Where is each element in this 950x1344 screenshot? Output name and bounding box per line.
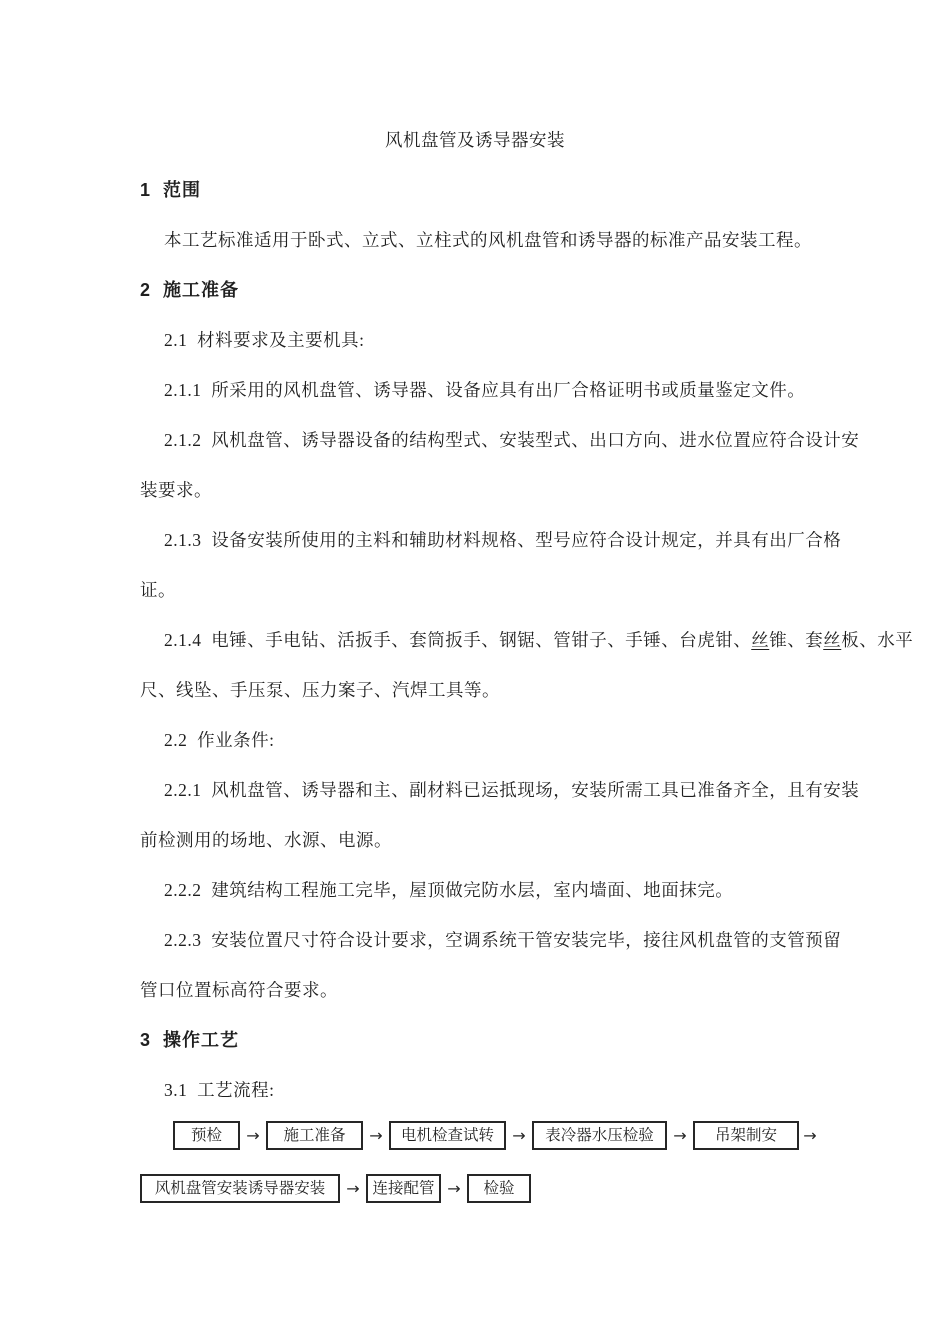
arrow-right-icon: →: [346, 1179, 360, 1198]
flowchart-row-2: [140, 1173, 810, 1204]
paragraph-scope: 本工艺标准适用于卧式、立式、立柱式的风机盘管和诱导器的标准产品安装工程。: [164, 230, 812, 250]
clause-2-2-1-line1: 2.2.1 风机盘管、诱导器和主、副材料已运抵现场，安装所需工具已准备齐全，且有安装: [164, 780, 860, 800]
clause-2-1-3-line2: 证。: [140, 580, 176, 600]
arrow-right-icon: →: [673, 1126, 687, 1145]
arrow-right-icon: →: [803, 1126, 817, 1145]
clause-2-2-2: 2.2.2 建筑结构工程施工完毕，屋顶做完防水层，室内墙面、地面抹完。: [164, 880, 734, 900]
clause-2-2-1-line2: 前检测用的场地、水源、电源。: [140, 830, 392, 850]
section-heading-scope: 1 范围: [140, 180, 202, 200]
clause-2-1-2-line1: 2.1.2 风机盘管、诱导器设备的结构型式、安装型式、出口方向、进水位置应符合设计安: [164, 430, 860, 450]
flow-step-piping-connect: 连接配管: [366, 1174, 441, 1203]
flow-step-construction-prep: 施工准备: [266, 1121, 363, 1150]
arrow-right-icon: →: [512, 1126, 526, 1145]
clause-2-2-3-line2: 管口位置标高符合要求。: [140, 980, 338, 1000]
flow-step-inspection: 检验: [467, 1174, 531, 1203]
clause-2-1-3-line1: 2.1.3 设备安装所使用的主料和辅助材料规格、型号应符合设计规定，并具有出厂合格: [164, 530, 842, 550]
clause-3-1: 3.1 工艺流程:: [164, 1080, 275, 1100]
arrow-right-icon: →: [369, 1126, 383, 1145]
arrow-right-icon: →: [246, 1126, 260, 1145]
flowchart-row-1: [140, 1120, 817, 1151]
section-heading-procedure: 3 操作工艺: [140, 1030, 240, 1050]
page-title: 风机盘管及诱导器安装: [385, 130, 565, 150]
flow-step-hanger-install: 吊架制安: [693, 1121, 799, 1150]
arrow-right-icon: →: [447, 1179, 461, 1198]
clause-2-2-3-line1: 2.2.3 安装位置尺寸符合设计要求，空调系统干管安装完毕，接往风机盘管的支管预留: [164, 930, 842, 950]
flow-step-motor-test: 电机检查试转: [389, 1121, 506, 1150]
clause-2-1-4-underlined-1: 丝: [751, 630, 770, 650]
clause-2-1-1: 2.1.1 所采用的风机盘管、诱导器、设备应具有出厂合格证明书或质量鉴定文件。: [164, 380, 806, 400]
flow-step-unit-install: 风机盘管安装诱导器安装: [140, 1174, 340, 1203]
clause-2-1-4-pre: 2.1.4 电锤、手电钻、活扳手、套筒扳手、钢锯、管钳子、手锤、台虎钳、: [164, 630, 752, 650]
flow-step-precheck: 预检: [173, 1121, 240, 1150]
clause-2-1-4-post: 板、水平: [841, 630, 914, 650]
clause-2-1-4-underlined-2: 丝: [823, 630, 842, 650]
clause-2-1-4-mid: 锥、套: [769, 630, 824, 650]
clause-2-1: 2.1 材料要求及主要机具:: [164, 330, 365, 350]
clause-2-1-4-line2: 尺、线坠、手压泵、压力案子、汽焊工具等。: [140, 680, 500, 700]
clause-2-1-4-line1: [140, 615, 914, 665]
section-heading-preparation: 2 施工准备: [140, 280, 240, 300]
flow-step-coil-pressure-test: 表冷器水压检验: [532, 1121, 667, 1150]
clause-2-2: 2.2 作业条件:: [164, 730, 275, 750]
clause-2-1-2-line2: 装要求。: [140, 480, 212, 500]
